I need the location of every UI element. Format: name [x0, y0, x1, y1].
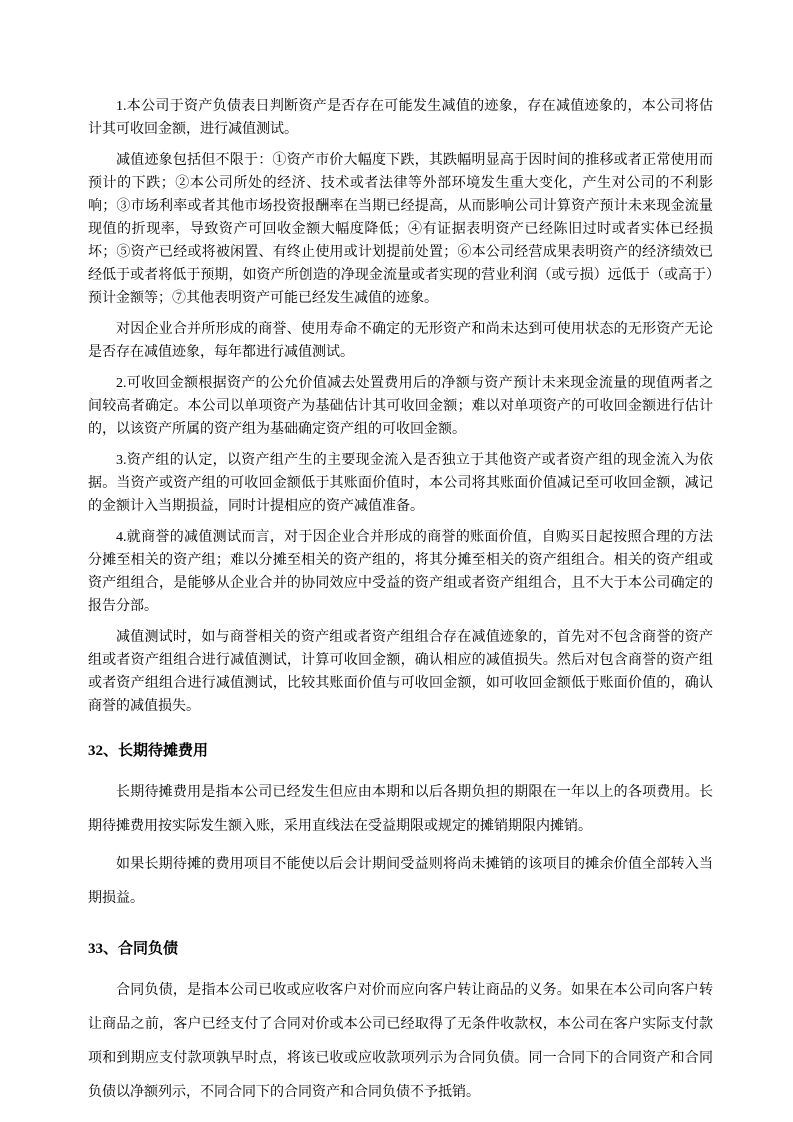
section-heading-33-contract-liabilities: 33、合同负债	[88, 941, 179, 957]
paragraph-deferred-expenses-writeoff: 如果长期待摊的费用项目不能使以后会计期间受益则将尚未摊销的该项目的摊余价值全部转入当期损益。	[88, 857, 713, 906]
paragraph-impairment-indicators: 减值迹象包括但不限于：①资产市价大幅度下跌，其跌幅明显高于因时间的推移或者正常使用而预计的下跌；②本公司所处的经济、技术或者法律等外部环境发生重大变化，产生对公司的不利影响；③市场利率或者其他市场投资报酬率在当期已经提高，从而影响公司计算资产预计未来现金流量现值的折现率，导致资产可回收金额大幅度降低；④有证据表明资产已经陈旧过时或者实体已经损坏；⑤资产已经或将被闲置、有终止使用或计划提前处置；⑥本公司经营成果表明资产的经济绩效已经低于或者将低于预期，如资产所创造的净现金流量或者实现的营业利润（或亏损）远低于（或高于）预计金额等；⑦其他表明资产可能已经发生减值的迹象。	[88, 153, 713, 306]
section-heading-32-long-term-deferred-expenses: 32、长期待摊费用	[88, 743, 209, 759]
paragraph-recoverable-amount: 2.可收回金额根据资产的公允价值减去处置费用后的净额与资产预计未来现金流量的现值两者之间较高者确定。本公司以单项资产为基础估计其可收回金额；难以对单项资产的可收回金额进行估计的，以该资产所属的资产组为基础确定资产组的可收回金额。	[88, 376, 713, 437]
paragraph-goodwill-impairment-test: 减值测试时，如与商誉相关的资产组或者资产组组合存在减值迹象的，首先对不包含商誉的资产组或者资产组组合进行减值测试，计算可收回金额，确认相应的减值损失。然后对包含商誉的资产组或者资产组组合进行减值测试，比较其账面价值与可收回金额，如可收回金额低于账面价值的，确认商誉的减值损失。	[88, 630, 713, 714]
paragraph-contract-liabilities-definition: 合同负债，是指本公司已收或应收客户对价而应向客户转让商品的义务。如果在本公司向客户转让商品之前，客户已经支付了合同对价或本公司已经取得了无条件收款权，本公司在客户实际支付款项和到期应支付款项孰早时点，将该已收或应收款项列示为合同负债。同一合同下的合同资产和合同负债以净额列示，不同合同下的合同资产和合同负债不予抵销。	[88, 983, 713, 1100]
paragraph-asset-group-definition: 3.资产组的认定，以资产组产生的主要现金流入是否独立于其他资产或者资产组的现金流入为依据。当资产或资产组的可收回金额低于其账面价值时，本公司将其账面价值减记至可收回金额，减记的金额计入当期损益，同时计提相应的资产减值准备。	[88, 453, 713, 514]
paragraph-goodwill-annual-test: 对因企业合并所形成的商誉、使用寿命不确定的无形资产和尚未达到可使用状态的无形资产无论是否存在减值迹象，每年都进行减值测试。	[88, 322, 713, 360]
paragraph-impairment-judgement: 1.本公司于资产负债表日判断资产是否存在可能发生减值的迹象，存在减值迹象的，本公司将估计其可收回金额，进行减值测试。	[88, 99, 713, 137]
paragraph-goodwill-allocation: 4.就商誉的减值测试而言，对于因企业合并形成的商誉的账面价值，自购买日起按照合理的方法分摊至相关的资产组；难以分摊至相关的资产组的，将其分摊至相关的资产组组合。相关的资产组或资产组组合，是能够从企业合并的协同效应中受益的资产组或者资产组组合，且不大于本公司确定的报告分部。	[88, 530, 713, 614]
paragraph-deferred-expenses-definition: 长期待摊费用是指本公司已经发生但应由本期和以后各期负担的期限在一年以上的各项费用。长期待摊费用按实际发生额入账，采用直线法在受益期限或规定的摊销期限内摊销。	[88, 785, 713, 834]
